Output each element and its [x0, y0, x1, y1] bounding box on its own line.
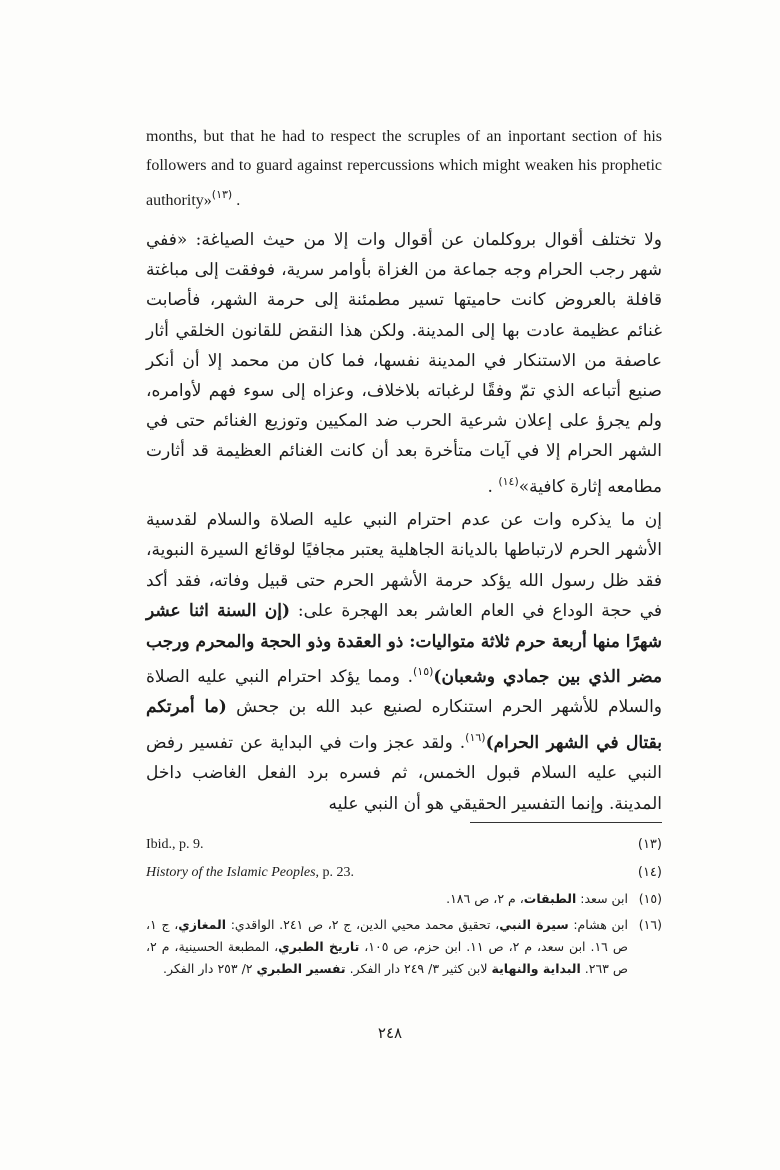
footnote-15-number: (١٥) — [638, 891, 662, 906]
paragraph2-part1: إن ما يذكره وات عن عدم احترام النبي عليه الصلاة والسلام لقدسية الأشهر الحرم لارتباطها بالديانة الجاهلية يعتبر مجافيًا لوقائع السيرة النبوية، فقد ظل رسول الله يؤكد حرمة الأشهر الحرم حتى قبيل وفاته، فقد أكد في حجة الوداع في العام العاشر بعد الهجرة على: — [146, 510, 662, 622]
footnote-separator — [470, 822, 662, 823]
footnote-16-book-tabari: تاريخ الطبري — [278, 939, 360, 954]
paragraph2-part2: . ومما يؤكد احترام النبي عليه الصلاة والسلام للأشهر الحرم استنكاره لصنيع عبد الله بن جحش — [146, 667, 663, 718]
footnote-ref-14: (١٤) — [498, 474, 519, 488]
footnote-16-book-bidaya: البداية والنهاية — [491, 961, 581, 976]
footnote-16-text-4: لابن كثير ٣/ ٢٤٩ دار الفكر. — [345, 961, 492, 976]
footnote-15 — [146, 888, 662, 910]
footnote-16-text-5: ٢/ ٢٥٣ دار الفكر. — [163, 961, 257, 976]
footnote-14-number: (١٤) — [637, 865, 662, 880]
english-quote-end: . — [236, 192, 241, 209]
paragraph-brockelmann — [146, 225, 662, 502]
footnote-14 — [146, 862, 662, 884]
footnote-16-book-maghazi: المغازي — [178, 917, 227, 932]
footnote-16-book-tafsir: تفسير الطبري — [256, 961, 346, 976]
footnote-ref-15: (١٥) — [413, 665, 434, 679]
paragraph1-end: . — [487, 476, 493, 497]
hadith-quote-sacred-months: (إن السنة اثنا عشر شهرًا منها أربعة حرم ثلاثة متواليات: ذو العقدة وذو الحجة والمحرم ورجب مضر الذي بين جمادي وشعبان) — [146, 601, 662, 688]
footnote-13-text: Ibid., p. 9. — [146, 837, 204, 852]
page-number: ٢٤٨ — [377, 1024, 403, 1042]
footnote-16-author: ابن هشام: — [568, 917, 629, 932]
paragraph2-part3: . ولقد عجز وات في البداية عن تفسير رفض النبي عليه السلام قبول الخمس، ثم فسره برد الفعل الغاضب داخل المدينة. وإنما التفسير الحقيقي هو أن النبي عليه — [146, 732, 662, 814]
footnote-16-text-3: ، المطبعة الحسينية، م ٢، ص ٢٦٣. — [146, 939, 628, 976]
paragraph1-text: ولا تختلف أقوال بروكلمان عن أقوال وات إلا من حيث الصياغة: «ففي شهر رجب الحرام وجه جماعة من الغزاة بأوامر سرية، فوفقت إلى مباغتة قافلة بالعروض كانت حاميتها تسير مطمئنة إلى حرمة الشهر، فأصابت غنائم عظيمة عادت بها إلى المدينة. ولكن هذا النقض للقانون الخلقي أثار عاصفة من الاستنكار في المدينة نفسها، فما كان من محمد إلا أن أنكر صنيع أتباعه الذي تمّ وفقًا لرغباته بلاخلاف، وعزاه إلى سوء فهم لأوامره، ولم يجرؤ على إعلان شرعية الحرب ضد المكيين وتوزيع الغنائم حتى في الشهر الحرام إلا في آيات متأخرة بعد أن كانت الغنائم العظيمة قد أثارت مطامعه إثارة كافية» — [146, 230, 662, 497]
footnote-16-number: (١٦) — [638, 917, 662, 932]
english-quote — [146, 122, 662, 215]
footnote-16-book-sira: سيرة النبي — [499, 917, 569, 932]
footnote-14-title: History of the Islamic Peoples — [146, 865, 316, 880]
footnote-15-author: ابن سعد: — [576, 891, 628, 906]
footnote-16 — [146, 914, 662, 980]
hadith-quote-fighting: (ما أمرتكم بقتال في الشهر الحرام) — [146, 697, 662, 753]
footnote-13 — [146, 834, 662, 856]
footnote-13-number: (١٣) — [637, 837, 662, 852]
footnote-16-text-1: ، تحقيق محمد محيي الدين، ج ٢، ص ٢٤١. الواقدي: — [226, 917, 500, 932]
footnote-ref-13: (١٣) — [211, 188, 233, 201]
footnote-14-text: , p. 23. — [315, 865, 355, 880]
footnote-ref-16: (١٦) — [465, 730, 486, 744]
footnote-15-ref: ، م ٢، ص ١٨٦. — [446, 891, 524, 906]
paragraph-sacred-months — [146, 505, 662, 819]
english-quote-text: months, but that he had to respect the scruples of an inportant section of his followers and to guard against repercussions which might weaken his prophetic authority» — [146, 128, 662, 209]
footnote-16-text-2: ، ج ١، ص ١٦. ابن سعد، م ٢، ص ١١. ابن حزم، ص ١٠٥، — [146, 917, 628, 954]
footnote-15-book: الطبقات — [523, 891, 577, 906]
